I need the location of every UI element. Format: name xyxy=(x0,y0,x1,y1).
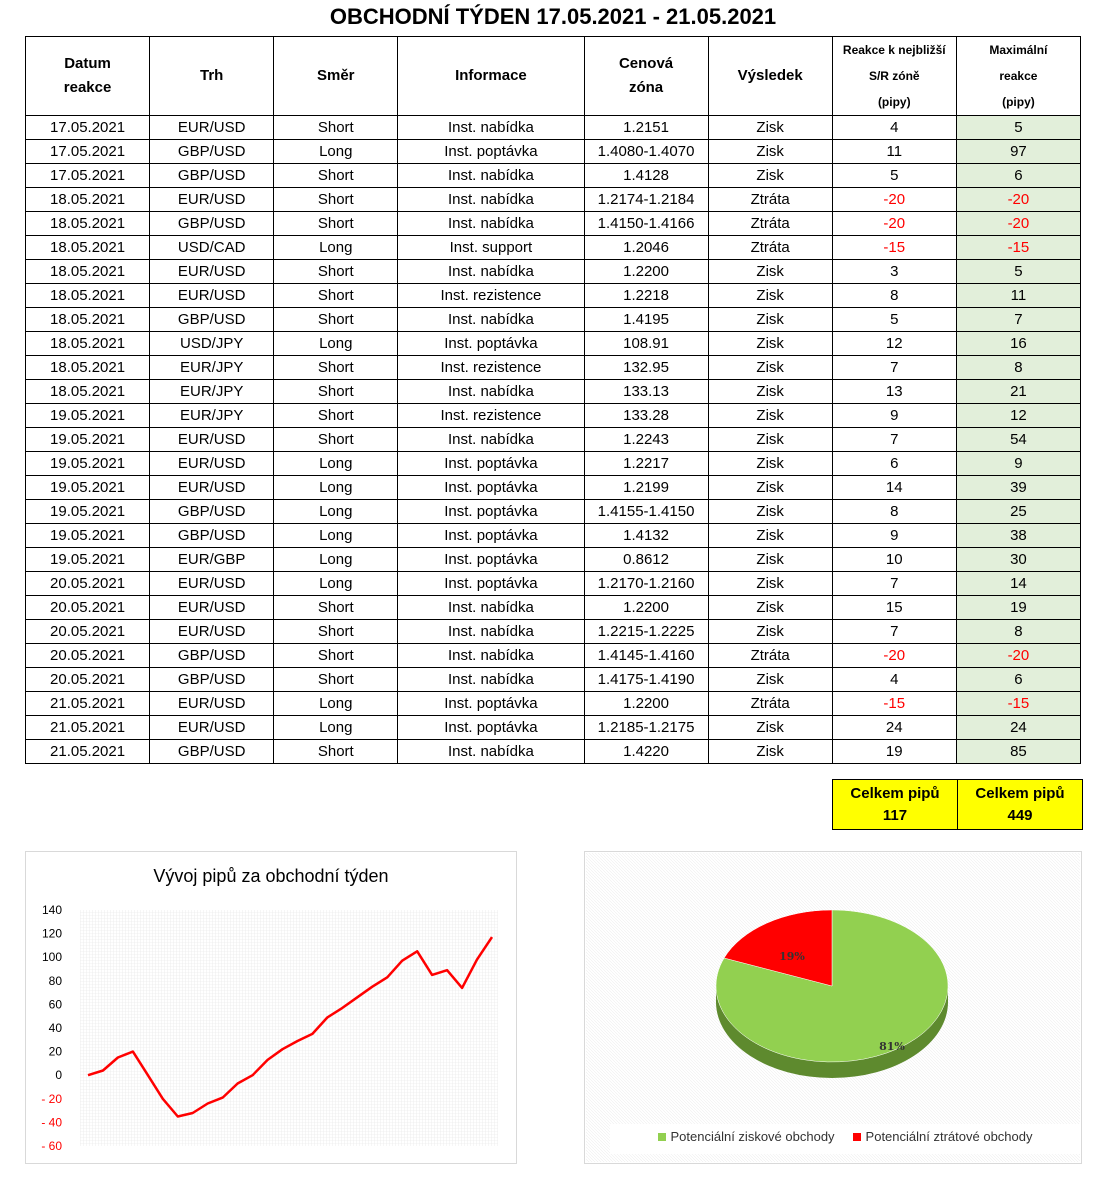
cell-trh: EUR/JPY xyxy=(150,380,274,404)
cell-datum: 21.05.2021 xyxy=(26,692,150,716)
cell-max-reakce: 6 xyxy=(956,164,1080,188)
cell-cenova-zona: 1.2217 xyxy=(584,452,708,476)
cell-max-reakce: -20 xyxy=(956,644,1080,668)
cell-max-reakce: 12 xyxy=(956,404,1080,428)
header-max-reakce: Maximální reakce (pipy) xyxy=(956,37,1080,116)
cell-smer: Short xyxy=(274,668,398,692)
table-row xyxy=(26,596,1081,620)
cell-datum: 19.05.2021 xyxy=(26,476,150,500)
cell-smer: Short xyxy=(274,212,398,236)
cell-datum: 17.05.2021 xyxy=(26,140,150,164)
cell-smer: Long xyxy=(274,476,398,500)
cell-vysledek: Zisk xyxy=(708,332,832,356)
cell-vysledek: Ztráta xyxy=(708,188,832,212)
cell-informace: Inst. nabídka xyxy=(398,620,584,644)
cell-reakce: 4 xyxy=(832,116,956,140)
cell-max-reakce: 39 xyxy=(956,476,1080,500)
cell-max-reakce: 24 xyxy=(956,716,1080,740)
cell-trh: EUR/USD xyxy=(150,260,274,284)
cell-informace: Inst. poptávka xyxy=(398,572,584,596)
table-row xyxy=(26,716,1081,740)
cell-smer: Short xyxy=(274,188,398,212)
cell-datum: 18.05.2021 xyxy=(26,308,150,332)
cell-reakce: 10 xyxy=(832,548,956,572)
cell-cenova-zona: 1.2200 xyxy=(584,692,708,716)
cell-cenova-zona: 1.2046 xyxy=(584,236,708,260)
cell-reakce: 7 xyxy=(832,356,956,380)
header-datum: Datum reakce xyxy=(26,37,150,116)
cell-informace: Inst. nabídka xyxy=(398,212,584,236)
cell-smer: Long xyxy=(274,500,398,524)
cell-trh: EUR/USD xyxy=(150,572,274,596)
line-chart-box xyxy=(25,851,517,1164)
y-tick-label: 140 xyxy=(41,903,62,917)
cell-trh: EUR/JPY xyxy=(150,356,274,380)
table-row xyxy=(26,452,1081,476)
cell-smer: Short xyxy=(274,284,398,308)
cell-datum: 20.05.2021 xyxy=(26,644,150,668)
cell-trh: GBP/USD xyxy=(150,164,274,188)
page-title: OBCHODNÍ TÝDEN 17.05.2021 - 21.05.2021 xyxy=(329,4,777,29)
y-tick-label: 40 xyxy=(48,1021,62,1035)
cell-smer: Short xyxy=(274,308,398,332)
cell-reakce: 5 xyxy=(832,308,956,332)
cell-max-reakce: 38 xyxy=(956,524,1080,548)
cell-max-reakce: 54 xyxy=(956,428,1080,452)
pie-data-label: 19% xyxy=(779,950,805,963)
cell-reakce: 7 xyxy=(832,428,956,452)
table-row xyxy=(26,476,1081,500)
cell-cenova-zona: 1.2200 xyxy=(584,596,708,620)
cell-reakce: 8 xyxy=(832,500,956,524)
table-row xyxy=(26,140,1081,164)
cell-vysledek: Ztráta xyxy=(708,236,832,260)
cell-max-reakce: 30 xyxy=(956,548,1080,572)
header-cenova-zona: Cenová zóna xyxy=(584,37,708,116)
table-row xyxy=(26,740,1081,764)
cell-reakce: 12 xyxy=(832,332,956,356)
cell-max-reakce: -20 xyxy=(956,212,1080,236)
cell-datum: 17.05.2021 xyxy=(26,116,150,140)
cell-cenova-zona: 1.4145-1.4160 xyxy=(584,644,708,668)
table-row xyxy=(26,236,1081,260)
cell-reakce: -20 xyxy=(832,644,956,668)
cell-cenova-zona: 108.91 xyxy=(584,332,708,356)
cell-vysledek: Zisk xyxy=(708,548,832,572)
cell-datum: 20.05.2021 xyxy=(26,572,150,596)
cell-vysledek: Zisk xyxy=(708,716,832,740)
cell-cenova-zona: 132.95 xyxy=(584,356,708,380)
cell-reakce: -15 xyxy=(832,236,956,260)
cell-reakce: 14 xyxy=(832,476,956,500)
cell-trh: EUR/USD xyxy=(150,716,274,740)
cell-datum: 19.05.2021 xyxy=(26,452,150,476)
cell-cenova-zona: 1.2200 xyxy=(584,260,708,284)
cell-informace: Inst. nabídka xyxy=(398,428,584,452)
cell-smer: Short xyxy=(274,164,398,188)
y-tick-label: - 60 xyxy=(41,1139,62,1153)
cell-cenova-zona: 1.2218 xyxy=(584,284,708,308)
y-tick-label: 80 xyxy=(48,973,62,988)
cell-vysledek: Zisk xyxy=(708,404,832,428)
cell-vysledek: Ztráta xyxy=(708,212,832,236)
line-chart-title: Vývoj pipů za obchodní týden xyxy=(153,866,389,886)
cell-informace: Inst. poptávka xyxy=(398,140,584,164)
legend-item-ztrata: Potenciální ztrátové obchody xyxy=(853,1129,1033,1144)
cell-smer: Long xyxy=(274,332,398,356)
plot-area xyxy=(80,910,498,1146)
total-reakce-cell: Celkem pipů 117 xyxy=(833,780,958,830)
table-row xyxy=(26,188,1081,212)
cell-vysledek: Zisk xyxy=(708,428,832,452)
cell-vysledek: Zisk xyxy=(708,596,832,620)
cell-informace: Inst. rezistence xyxy=(398,284,584,308)
cell-informace: Inst. nabídka xyxy=(398,188,584,212)
cell-informace: Inst. poptávka xyxy=(398,548,584,572)
y-tick-label: 120 xyxy=(41,926,62,941)
cell-cenova-zona: 0.8612 xyxy=(584,548,708,572)
y-tick-label: 100 xyxy=(41,950,62,965)
cell-cenova-zona: 1.2185-1.2175 xyxy=(584,716,708,740)
cell-smer: Short xyxy=(274,596,398,620)
pie-chart xyxy=(585,852,1081,1163)
totals-table xyxy=(832,779,1083,830)
cell-cenova-zona: 133.28 xyxy=(584,404,708,428)
cell-reakce: 7 xyxy=(832,620,956,644)
cell-vysledek: Zisk xyxy=(708,452,832,476)
table-row xyxy=(26,212,1081,236)
cell-vysledek: Zisk xyxy=(708,620,832,644)
cell-max-reakce: 9 xyxy=(956,452,1080,476)
cell-vysledek: Ztráta xyxy=(708,692,832,716)
cell-cenova-zona: 1.2174-1.2184 xyxy=(584,188,708,212)
cell-reakce: -20 xyxy=(832,188,956,212)
cell-informace: Inst. nabídka xyxy=(398,596,584,620)
cell-reakce: 19 xyxy=(832,740,956,764)
cell-informace: Inst. rezistence xyxy=(398,356,584,380)
cell-max-reakce: 19 xyxy=(956,596,1080,620)
cell-trh: EUR/JPY xyxy=(150,404,274,428)
cell-datum: 21.05.2021 xyxy=(26,716,150,740)
cell-datum: 17.05.2021 xyxy=(26,164,150,188)
cell-smer: Short xyxy=(274,356,398,380)
cell-informace: Inst. poptávka xyxy=(398,452,584,476)
cell-informace: Inst. nabídka xyxy=(398,260,584,284)
cell-informace: Inst. nabídka xyxy=(398,644,584,668)
header-reakce: Reakce k nejbližší S/R zóně (pipy) xyxy=(832,37,956,116)
cell-smer: Short xyxy=(274,740,398,764)
total-max-cell: Celkem pipů 449 xyxy=(958,780,1083,830)
cell-vysledek: Zisk xyxy=(708,356,832,380)
cell-datum: 18.05.2021 xyxy=(26,212,150,236)
cell-datum: 19.05.2021 xyxy=(26,524,150,548)
cell-trh: EUR/USD xyxy=(150,452,274,476)
header-informace: Informace xyxy=(398,37,584,116)
cell-vysledek: Ztráta xyxy=(708,644,832,668)
cell-trh: USD/JPY xyxy=(150,332,274,356)
cell-reakce: 13 xyxy=(832,380,956,404)
cell-trh: USD/CAD xyxy=(150,236,274,260)
table-row xyxy=(26,644,1081,668)
cell-cenova-zona: 1.4128 xyxy=(584,164,708,188)
table-row xyxy=(26,428,1081,452)
line-chart xyxy=(26,852,516,1163)
table-body xyxy=(26,116,1081,764)
cell-reakce: 8 xyxy=(832,284,956,308)
header-row xyxy=(26,37,1081,116)
cell-reakce: 24 xyxy=(832,716,956,740)
cell-reakce: 11 xyxy=(832,140,956,164)
cell-smer: Long xyxy=(274,524,398,548)
cell-vysledek: Zisk xyxy=(708,524,832,548)
cell-cenova-zona: 133.13 xyxy=(584,380,708,404)
cell-smer: Short xyxy=(274,260,398,284)
cell-vysledek: Zisk xyxy=(708,500,832,524)
cell-trh: EUR/USD xyxy=(150,476,274,500)
cell-cenova-zona: 1.4132 xyxy=(584,524,708,548)
table-row xyxy=(26,356,1081,380)
table-row xyxy=(26,524,1081,548)
pie-data-label: 81% xyxy=(879,1040,905,1053)
header-smer: Směr xyxy=(274,37,398,116)
cell-datum: 18.05.2021 xyxy=(26,236,150,260)
cell-vysledek: Zisk xyxy=(708,380,832,404)
table-row xyxy=(26,668,1081,692)
cell-max-reakce: 11 xyxy=(956,284,1080,308)
pie-chart-box xyxy=(584,851,1082,1164)
cell-reakce: 15 xyxy=(832,596,956,620)
cell-cenova-zona: 1.4220 xyxy=(584,740,708,764)
cell-cenova-zona: 1.4155-1.4150 xyxy=(584,500,708,524)
cell-cenova-zona: 1.2243 xyxy=(584,428,708,452)
cell-datum: 18.05.2021 xyxy=(26,380,150,404)
cell-trh: GBP/USD xyxy=(150,140,274,164)
y-tick-label: 0 xyxy=(55,1068,62,1083)
cell-vysledek: Zisk xyxy=(708,308,832,332)
cell-max-reakce: -15 xyxy=(956,236,1080,260)
cell-trh: GBP/USD xyxy=(150,500,274,524)
cell-informace: Inst. nabídka xyxy=(398,164,584,188)
cell-vysledek: Zisk xyxy=(708,284,832,308)
cell-smer: Long xyxy=(274,548,398,572)
cell-cenova-zona: 1.4195 xyxy=(584,308,708,332)
cell-datum: 19.05.2021 xyxy=(26,548,150,572)
cell-reakce: 5 xyxy=(832,164,956,188)
header-vysledek: Výsledek xyxy=(708,37,832,116)
y-tick-label: - 20 xyxy=(41,1091,62,1106)
cell-max-reakce: 5 xyxy=(956,260,1080,284)
cell-smer: Short xyxy=(274,116,398,140)
cell-datum: 20.05.2021 xyxy=(26,596,150,620)
cell-smer: Long xyxy=(274,716,398,740)
cell-informace: Inst. nabídka xyxy=(398,116,584,140)
table-row xyxy=(26,332,1081,356)
cell-datum: 18.05.2021 xyxy=(26,284,150,308)
cell-max-reakce: 6 xyxy=(956,668,1080,692)
table-row xyxy=(26,260,1081,284)
cell-trh: GBP/USD xyxy=(150,644,274,668)
legend-item-zisk: Potenciální ziskové obchody xyxy=(658,1129,835,1144)
cell-trh: EUR/GBP xyxy=(150,548,274,572)
cell-max-reakce: 97 xyxy=(956,140,1080,164)
pie-legend xyxy=(610,1129,1080,1144)
cell-datum: 19.05.2021 xyxy=(26,428,150,452)
cell-vysledek: Zisk xyxy=(708,740,832,764)
cell-cenova-zona: 1.4150-1.4166 xyxy=(584,212,708,236)
cell-max-reakce: 85 xyxy=(956,740,1080,764)
cell-cenova-zona: 1.4080-1.4070 xyxy=(584,140,708,164)
cell-vysledek: Zisk xyxy=(708,668,832,692)
cell-cenova-zona: 1.2170-1.2160 xyxy=(584,572,708,596)
cell-reakce: 9 xyxy=(832,524,956,548)
cell-informace: Inst. support xyxy=(398,236,584,260)
cell-datum: 20.05.2021 xyxy=(26,668,150,692)
table-row xyxy=(26,572,1081,596)
cell-vysledek: Zisk xyxy=(708,572,832,596)
cell-smer: Long xyxy=(274,236,398,260)
cell-smer: Long xyxy=(274,692,398,716)
cell-informace: Inst. nabídka xyxy=(398,380,584,404)
cell-trh: EUR/USD xyxy=(150,596,274,620)
table-row xyxy=(26,284,1081,308)
cell-trh: EUR/USD xyxy=(150,188,274,212)
cell-vysledek: Zisk xyxy=(708,476,832,500)
cell-trh: EUR/USD xyxy=(150,692,274,716)
header-trh: Trh xyxy=(150,37,274,116)
cell-trh: EUR/USD xyxy=(150,284,274,308)
cell-trh: EUR/USD xyxy=(150,620,274,644)
cell-datum: 19.05.2021 xyxy=(26,500,150,524)
cell-informace: Inst. poptávka xyxy=(398,500,584,524)
table-row xyxy=(26,500,1081,524)
cell-informace: Inst. nabídka xyxy=(398,668,584,692)
cell-cenova-zona: 1.2151 xyxy=(584,116,708,140)
table-row xyxy=(26,692,1081,716)
cell-cenova-zona: 1.2199 xyxy=(584,476,708,500)
cell-cenova-zona: 1.2215-1.2225 xyxy=(584,620,708,644)
cell-max-reakce: 8 xyxy=(956,356,1080,380)
cell-vysledek: Zisk xyxy=(708,164,832,188)
table-row xyxy=(26,164,1081,188)
cell-vysledek: Zisk xyxy=(708,260,832,284)
cell-informace: Inst. nabídka xyxy=(398,740,584,764)
cell-datum: 18.05.2021 xyxy=(26,332,150,356)
cell-trh: GBP/USD xyxy=(150,668,274,692)
table-row xyxy=(26,308,1081,332)
cell-datum: 19.05.2021 xyxy=(26,404,150,428)
table-row xyxy=(26,620,1081,644)
cell-datum: 18.05.2021 xyxy=(26,356,150,380)
cell-max-reakce: -20 xyxy=(956,188,1080,212)
cell-max-reakce: 25 xyxy=(956,500,1080,524)
cell-informace: Inst. poptávka xyxy=(398,692,584,716)
cell-max-reakce: 14 xyxy=(956,572,1080,596)
cell-max-reakce: -15 xyxy=(956,692,1080,716)
table-row xyxy=(26,380,1081,404)
cell-smer: Short xyxy=(274,404,398,428)
cell-smer: Short xyxy=(274,428,398,452)
cell-reakce: 6 xyxy=(832,452,956,476)
y-tick-label: - 40 xyxy=(41,1115,62,1130)
cell-vysledek: Zisk xyxy=(708,116,832,140)
cell-trh: GBP/USD xyxy=(150,740,274,764)
cell-max-reakce: 21 xyxy=(956,380,1080,404)
cell-datum: 18.05.2021 xyxy=(26,260,150,284)
cell-reakce: -15 xyxy=(832,692,956,716)
table-row xyxy=(26,548,1081,572)
cell-trh: GBP/USD xyxy=(150,524,274,548)
cell-max-reakce: 8 xyxy=(956,620,1080,644)
cell-max-reakce: 5 xyxy=(956,116,1080,140)
cell-datum: 21.05.2021 xyxy=(26,740,150,764)
cell-datum: 20.05.2021 xyxy=(26,620,150,644)
cell-cenova-zona: 1.4175-1.4190 xyxy=(584,668,708,692)
y-tick-label: 60 xyxy=(48,997,62,1012)
trades-table xyxy=(25,36,1081,764)
cell-smer: Short xyxy=(274,620,398,644)
cell-vysledek: Zisk xyxy=(708,140,832,164)
y-tick-label: 20 xyxy=(48,1044,62,1059)
cell-trh: EUR/USD xyxy=(150,428,274,452)
table-row xyxy=(26,404,1081,428)
cell-reakce: 7 xyxy=(832,572,956,596)
cell-smer: Long xyxy=(274,452,398,476)
cell-informace: Inst. poptávka xyxy=(398,524,584,548)
cell-smer: Long xyxy=(274,140,398,164)
cell-max-reakce: 7 xyxy=(956,308,1080,332)
cell-informace: Inst. nabídka xyxy=(398,308,584,332)
cell-smer: Short xyxy=(274,644,398,668)
cell-informace: Inst. rezistence xyxy=(398,404,584,428)
cell-reakce: 3 xyxy=(832,260,956,284)
cell-informace: Inst. poptávka xyxy=(398,332,584,356)
cell-reakce: -20 xyxy=(832,212,956,236)
cell-informace: Inst. poptávka xyxy=(398,716,584,740)
cell-max-reakce: 16 xyxy=(956,332,1080,356)
cell-trh: GBP/USD xyxy=(150,308,274,332)
cell-informace: Inst. poptávka xyxy=(398,476,584,500)
table-row xyxy=(26,116,1081,140)
cell-reakce: 4 xyxy=(832,668,956,692)
cell-datum: 18.05.2021 xyxy=(26,188,150,212)
cell-smer: Long xyxy=(274,572,398,596)
cell-trh: EUR/USD xyxy=(150,116,274,140)
cell-trh: GBP/USD xyxy=(150,212,274,236)
cell-smer: Short xyxy=(274,380,398,404)
cell-reakce: 9 xyxy=(832,404,956,428)
